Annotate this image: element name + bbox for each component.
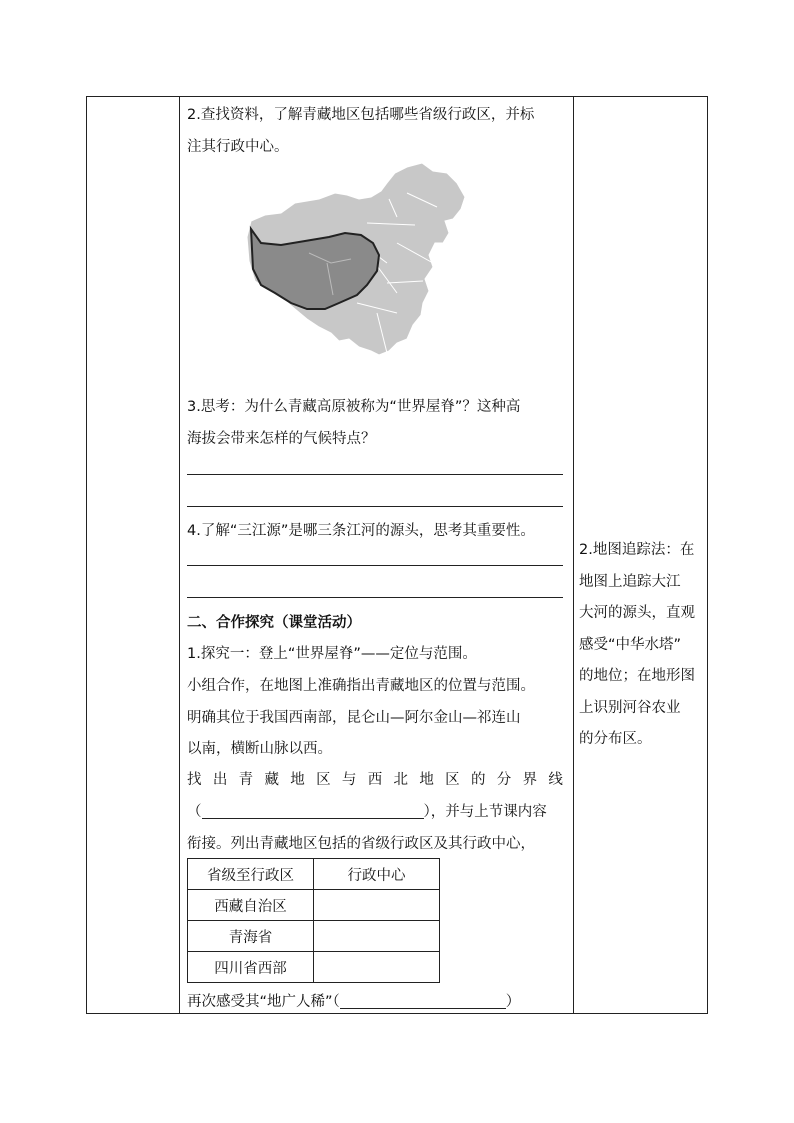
capital-cell[interactable]	[314, 952, 440, 983]
header-cell: 行政中心	[314, 859, 440, 890]
note-line: 地图上追踪大江	[579, 573, 681, 590]
task3-line1: 3.思考：为什么青藏高原被称为“世界屋脊”？这种高	[187, 399, 521, 415]
char: 分	[496, 772, 512, 788]
inquiry1-title: 1.探究一：登上“世界屋脊”——定位与范围。	[187, 646, 477, 662]
note-line: 大河的源头，直观	[579, 605, 695, 621]
china-map-icon	[247, 163, 467, 363]
spread-text-line	[187, 768, 563, 789]
char: 与	[341, 772, 357, 788]
feel-suffix: ）	[505, 994, 521, 1010]
answer-line[interactable]	[187, 474, 563, 475]
char: 青	[238, 772, 254, 788]
note-line: 的分布区。	[579, 731, 652, 747]
answer-line[interactable]	[187, 565, 563, 566]
province-cell: 西藏自治区	[188, 890, 314, 921]
province-cell: 四川省西部	[188, 952, 314, 983]
note-line: 感受“中华水塔”	[579, 636, 682, 653]
char: 藏	[264, 772, 279, 788]
table-header-row	[188, 859, 440, 890]
lesson-table	[86, 96, 708, 1014]
fill-in-blank[interactable]	[340, 992, 506, 1009]
task2-line1: 2.查找资料，了解青藏地区包括哪些省级行政区，并标	[187, 107, 535, 123]
char: 界	[522, 772, 538, 788]
char: 出	[212, 772, 228, 788]
feel-prefix: 再次感受其“地广人稀”（	[187, 994, 340, 1010]
note-line: 2.地图追踪法：在	[579, 542, 695, 558]
paragraph-line: 以南，横断山脉以西。	[187, 741, 332, 757]
paren-close-text: ），并与上节课内容	[423, 804, 547, 820]
paren-open: （	[187, 804, 202, 820]
province-table	[187, 858, 440, 983]
task4-line1: 4.了解“三江源”是哪三条江河的源头，思考其重要性。	[187, 523, 535, 539]
answer-line[interactable]	[187, 597, 563, 598]
fill-in-blank[interactable]	[202, 802, 424, 819]
answer-line[interactable]	[187, 506, 563, 507]
note-line: 上识别河谷农业	[579, 699, 681, 716]
column-divider-right	[573, 97, 574, 1013]
task2-line2: 注其行政中心。	[187, 139, 289, 155]
char: 区	[316, 772, 331, 788]
char: 线	[548, 772, 563, 788]
capital-cell[interactable]	[314, 921, 440, 952]
char: 北	[393, 772, 408, 788]
char: 地	[290, 772, 305, 788]
note-line: 的地位；在地形图	[579, 668, 695, 684]
paragraph-line: 小组合作，在地图上准确指出青藏地区的位置与范围。	[187, 678, 535, 694]
char: 西	[367, 772, 383, 788]
char: 找	[187, 772, 202, 788]
char: 地	[419, 772, 434, 788]
feel-line	[187, 990, 520, 1011]
province-cell: 青海省	[188, 921, 314, 952]
capital-cell[interactable]	[314, 890, 440, 921]
table-row	[188, 952, 440, 983]
char: 的	[470, 772, 486, 788]
paragraph-line: 明确其位于我国西南部，昆仑山—阿尔金山—祁连山	[187, 710, 521, 726]
boundary-blank-line	[187, 800, 547, 821]
char: 区	[445, 772, 460, 788]
paragraph-line: 衔接。列出青藏地区包括的省级行政区及其行政中心，	[187, 836, 535, 852]
table-row	[188, 890, 440, 921]
table-row	[188, 921, 440, 952]
column-divider-left	[179, 97, 180, 1013]
method-note-cell	[579, 535, 703, 756]
section2-heading: 二、合作探究（课堂活动）	[187, 615, 361, 631]
task3-line2: 海拔会带来怎样的气候特点？	[187, 431, 376, 447]
header-cell: 省级至行政区	[188, 859, 314, 890]
